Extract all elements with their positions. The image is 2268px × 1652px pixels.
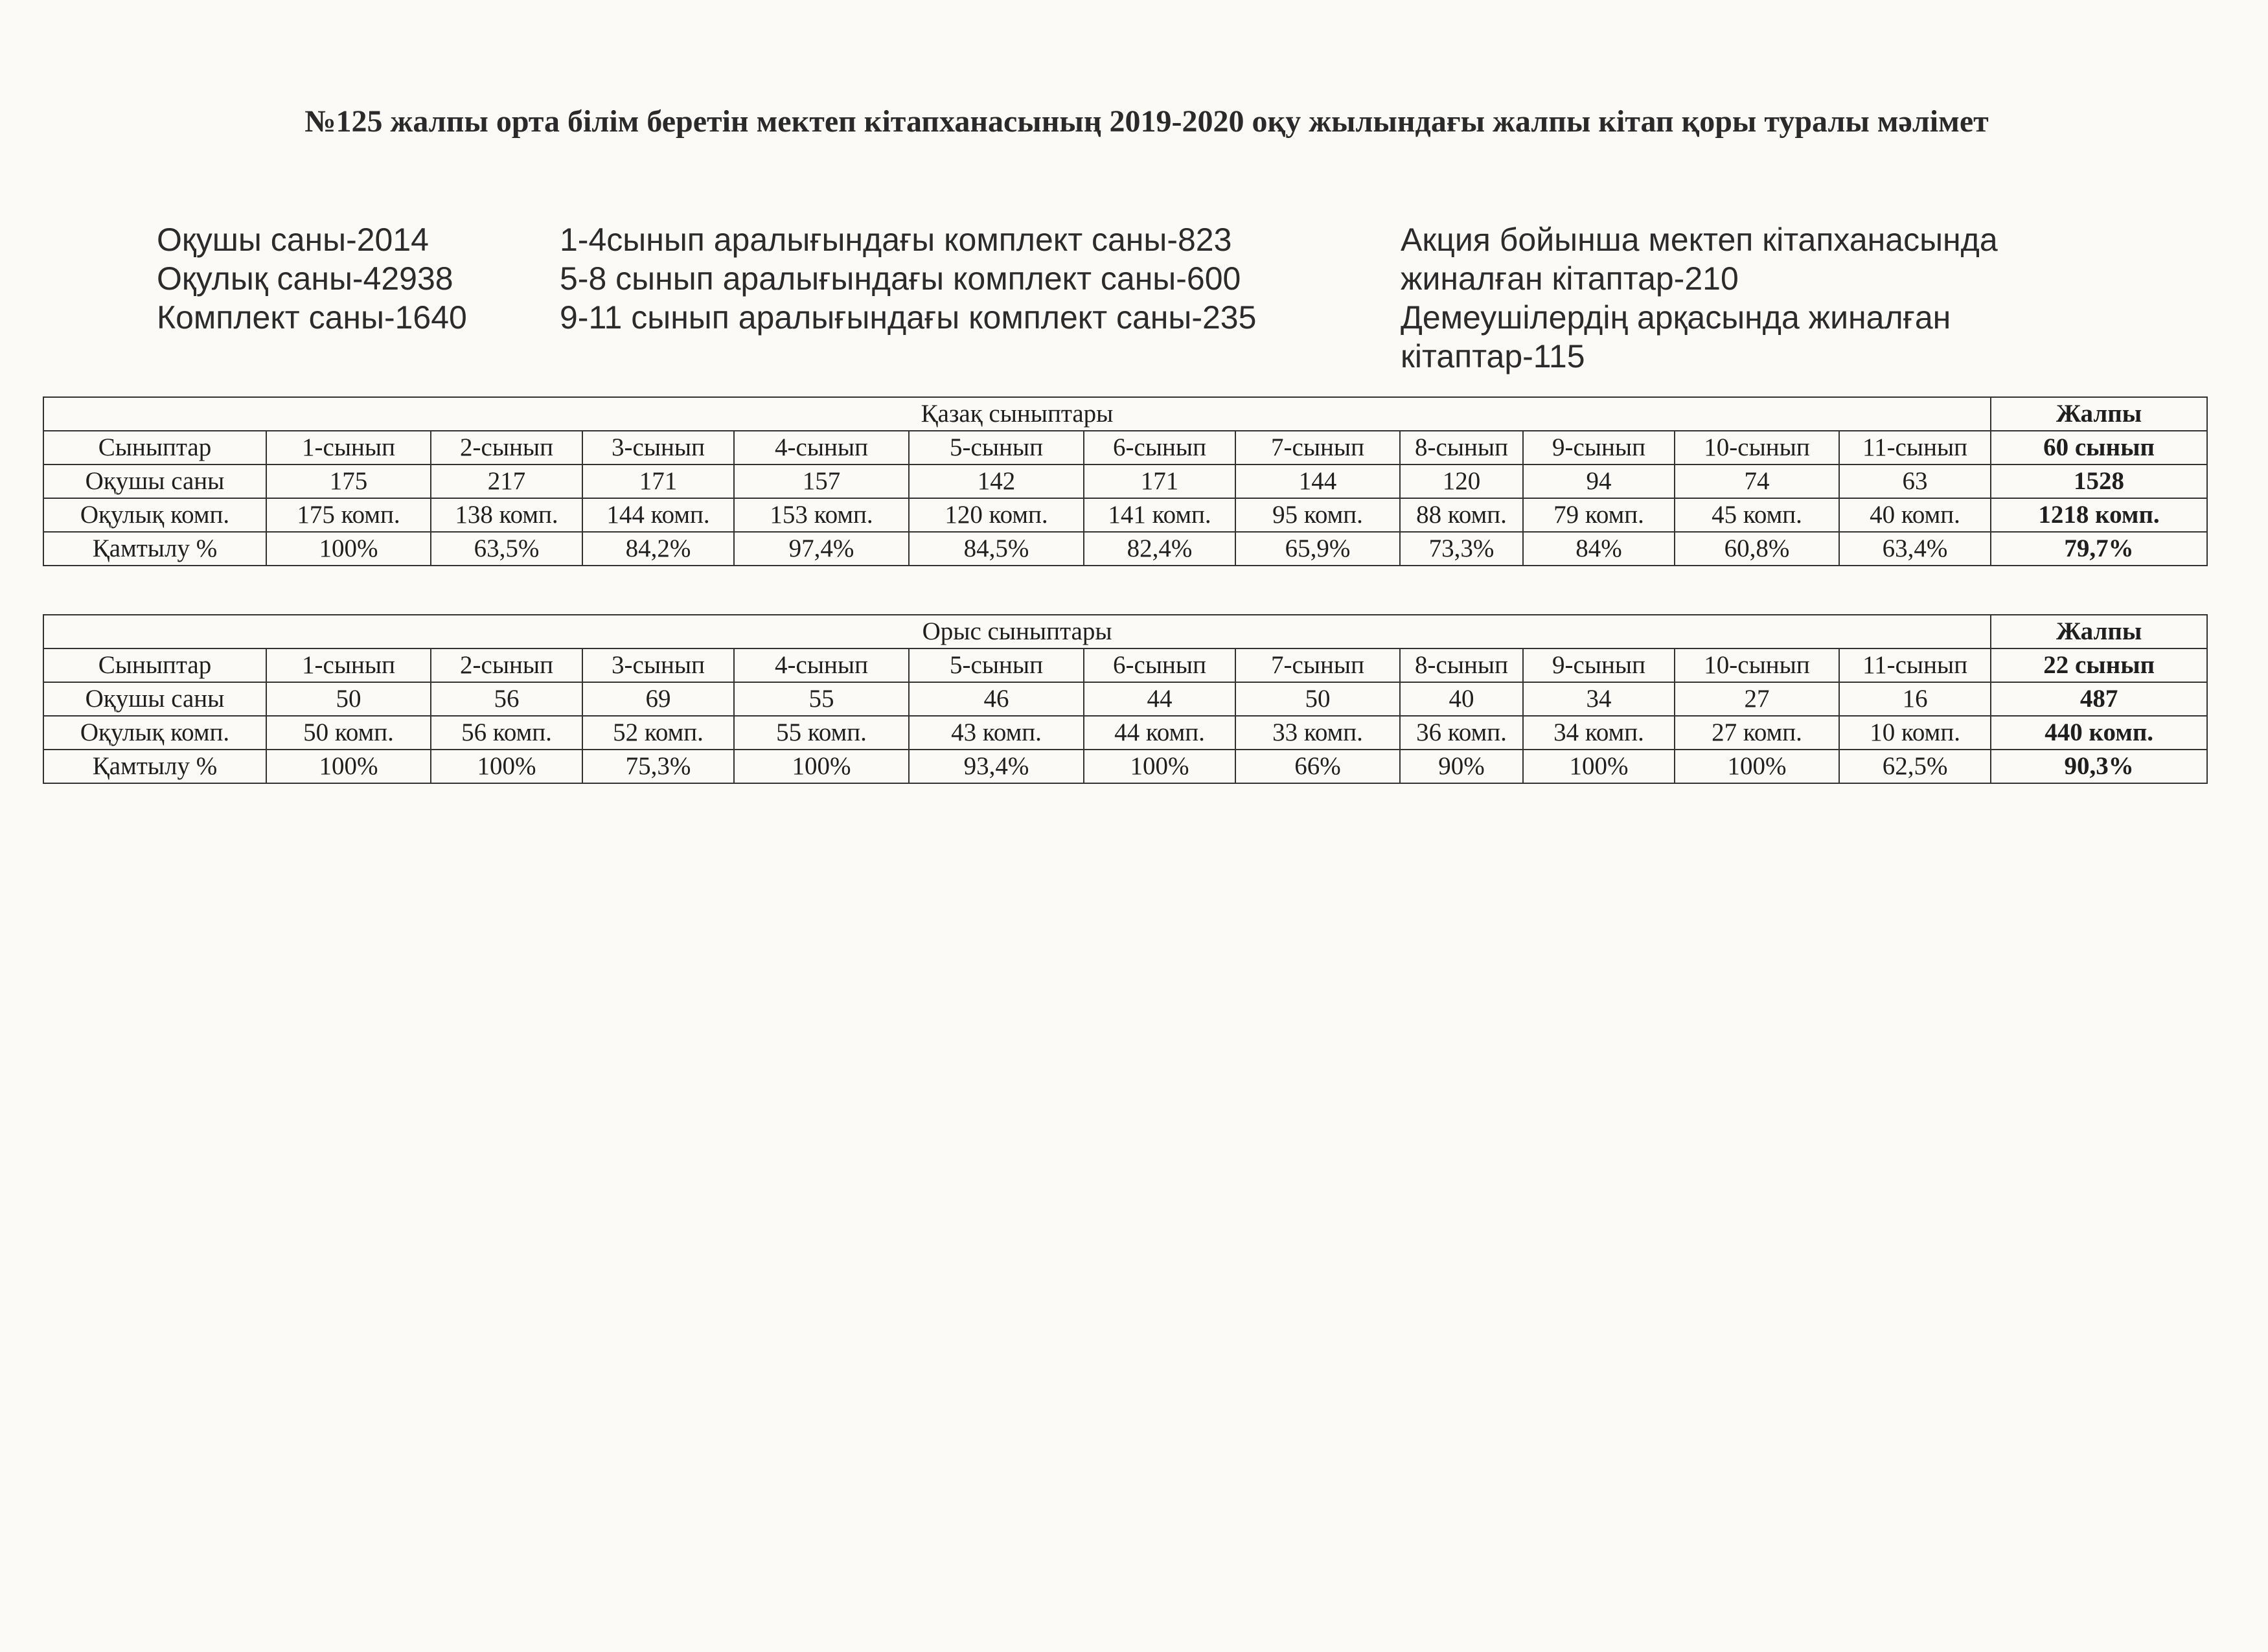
table-cell: 40: [1400, 682, 1523, 716]
table-cell: 50: [1235, 682, 1400, 716]
table-cell: 100%: [266, 532, 431, 566]
table-cell: 27 комп.: [1675, 716, 1839, 750]
table-row: [43, 682, 2207, 716]
table-cell: 44: [1084, 682, 1235, 716]
table-cell: 100%: [266, 750, 431, 783]
table-cell: 63: [1839, 465, 1991, 498]
table-cell: 65,9%: [1235, 532, 1400, 566]
table-row: [43, 648, 2207, 682]
info-line: жиналған кітаптар-210: [1401, 260, 1739, 297]
table-cell: 33 комп.: [1235, 716, 1400, 750]
row-label: Сыныптар: [43, 431, 266, 465]
total-cell: 22 сынып: [1991, 648, 2207, 682]
table-cell: 82,4%: [1084, 532, 1235, 566]
table-cell: 4-сынып: [734, 431, 909, 465]
table-cell: 60,8%: [1675, 532, 1839, 566]
table-cell: 100%: [734, 750, 909, 783]
row-label: Оқушы саны: [43, 465, 266, 498]
table-cell: 6-сынып: [1084, 431, 1235, 465]
table-cell: 16: [1839, 682, 1991, 716]
total-column-title: Жалпы: [1991, 397, 2207, 431]
table-cell: 45 комп.: [1675, 498, 1839, 532]
table-cell: 74: [1675, 465, 1839, 498]
row-label: Сыныптар: [43, 648, 266, 682]
table-row: [43, 750, 2207, 783]
table-row: [43, 532, 2207, 566]
table-cell: 142: [909, 465, 1084, 498]
table-cell: 144 комп.: [582, 498, 734, 532]
table-cell: 138 комп.: [431, 498, 582, 532]
table-cell: 10-сынып: [1675, 648, 1839, 682]
info-line: 5-8 сынып аралығындағы комплект саны-600: [560, 260, 1241, 297]
table-cell: 120: [1400, 465, 1523, 498]
table-cell: 120 комп.: [909, 498, 1084, 532]
table-cell: 3-сынып: [582, 431, 734, 465]
table-row: [43, 716, 2207, 750]
table-cell: 11-сынып: [1839, 648, 1991, 682]
table-cell: 9-сынып: [1523, 648, 1675, 682]
table-cell: 55 комп.: [734, 716, 909, 750]
table-cell: 171: [1084, 465, 1235, 498]
page-title: №125 жалпы орта білім беретін мектеп кітапханасының 2019-2020 оқу жылындағы жалпы кітап қоры туралы мәлімет: [304, 104, 1989, 139]
table-cell: 73,3%: [1400, 532, 1523, 566]
total-cell: 1218 комп.: [1991, 498, 2207, 532]
info-summary-left: [157, 220, 467, 337]
info-summary-middle: [560, 220, 1256, 337]
table-cell: 4-сынып: [734, 648, 909, 682]
table-cell: 46: [909, 682, 1084, 716]
table-row: [43, 465, 2207, 498]
table-cell: 1-сынып: [266, 648, 431, 682]
table-cell: 79 комп.: [1523, 498, 1675, 532]
table-cell: 9-сынып: [1523, 431, 1675, 465]
table-cell: 8-сынып: [1400, 431, 1523, 465]
table-cell: 63,4%: [1839, 532, 1991, 566]
section-title: Қазақ сыныптары: [43, 397, 1991, 431]
row-label: Қамтылу %: [43, 532, 266, 566]
russian-classes-table: [43, 614, 2208, 784]
total-cell: 60 сынып: [1991, 431, 2207, 465]
row-label: Қамтылу %: [43, 750, 266, 783]
table-cell: 8-сынып: [1400, 648, 1523, 682]
info-line: Демеушілердің арқасында жиналған: [1401, 299, 1951, 336]
table-row: [43, 498, 2207, 532]
table-cell: 36 комп.: [1400, 716, 1523, 750]
table-cell: 100%: [1084, 750, 1235, 783]
table-cell: 84,2%: [582, 532, 734, 566]
total-cell: 487: [1991, 682, 2207, 716]
info-line: Оқулық саны-42938: [157, 260, 453, 297]
table-cell: 90%: [1400, 750, 1523, 783]
table-cell: 100%: [1675, 750, 1839, 783]
table-cell: 55: [734, 682, 909, 716]
info-line: 1-4сынып аралығындағы комплект саны-823: [560, 222, 1232, 258]
table-cell: 6-сынып: [1084, 648, 1235, 682]
kazakh-classes-table: [43, 396, 2208, 566]
table-cell: 10 комп.: [1839, 716, 1991, 750]
table-cell: 10-сынып: [1675, 431, 1839, 465]
table-cell: 171: [582, 465, 734, 498]
info-summary-right: [1401, 220, 1998, 376]
table-cell: 43 комп.: [909, 716, 1084, 750]
table-cell: 88 комп.: [1400, 498, 1523, 532]
table-cell: 7-сынып: [1235, 431, 1400, 465]
table-cell: 141 комп.: [1084, 498, 1235, 532]
table-cell: 153 комп.: [734, 498, 909, 532]
table-cell: 63,5%: [431, 532, 582, 566]
table-cell: 44 комп.: [1084, 716, 1235, 750]
table-cell: 56 комп.: [431, 716, 582, 750]
table-cell: 34: [1523, 682, 1675, 716]
table-cell: 2-сынып: [431, 431, 582, 465]
table-cell: 50: [266, 682, 431, 716]
table-cell: 175: [266, 465, 431, 498]
table-cell: 11-сынып: [1839, 431, 1991, 465]
table-cell: 100%: [431, 750, 582, 783]
table-cell: 50 комп.: [266, 716, 431, 750]
table-cell: 62,5%: [1839, 750, 1991, 783]
table-cell: 93,4%: [909, 750, 1084, 783]
table-cell: 40 комп.: [1839, 498, 1991, 532]
table-cell: 27: [1675, 682, 1839, 716]
table-cell: 100%: [1523, 750, 1675, 783]
total-cell: 440 комп.: [1991, 716, 2207, 750]
table-cell: 157: [734, 465, 909, 498]
section-title: Орыс сыныптары: [43, 615, 1991, 648]
table-header-row: [43, 615, 2207, 648]
info-line: Акция бойынша мектеп кітапханасында: [1401, 222, 1998, 258]
info-line: Оқушы саны-2014: [157, 222, 429, 258]
table-cell: 84%: [1523, 532, 1675, 566]
table-cell: 2-сынып: [431, 648, 582, 682]
table-cell: 52 комп.: [582, 716, 734, 750]
table-cell: 217: [431, 465, 582, 498]
row-label: Оқулық комп.: [43, 716, 266, 750]
table-cell: 84,5%: [909, 532, 1084, 566]
total-cell: 79,7%: [1991, 532, 2207, 566]
table-header-row: [43, 397, 2207, 431]
total-cell: 90,3%: [1991, 750, 2207, 783]
row-label: Оқулық комп.: [43, 498, 266, 532]
table-row: [43, 431, 2207, 465]
table-cell: 3-сынып: [582, 648, 734, 682]
table-cell: 175 комп.: [266, 498, 431, 532]
info-line: кітаптар-115: [1401, 338, 1585, 374]
info-line: Комплект саны-1640: [157, 299, 467, 336]
info-line: 9-11 сынып аралығындағы комплект саны-235: [560, 299, 1257, 336]
table-cell: 5-сынып: [909, 648, 1084, 682]
total-column-title: Жалпы: [1991, 615, 2207, 648]
table-cell: 1-сынып: [266, 431, 431, 465]
table-cell: 144: [1235, 465, 1400, 498]
table-cell: 95 комп.: [1235, 498, 1400, 532]
table-cell: 94: [1523, 465, 1675, 498]
table-cell: 69: [582, 682, 734, 716]
table-cell: 34 комп.: [1523, 716, 1675, 750]
table-cell: 7-сынып: [1235, 648, 1400, 682]
table-cell: 5-сынып: [909, 431, 1084, 465]
table-cell: 97,4%: [734, 532, 909, 566]
table-cell: 66%: [1235, 750, 1400, 783]
table-cell: 75,3%: [582, 750, 734, 783]
row-label: Оқушы саны: [43, 682, 266, 716]
table-cell: 56: [431, 682, 582, 716]
total-cell: 1528: [1991, 465, 2207, 498]
